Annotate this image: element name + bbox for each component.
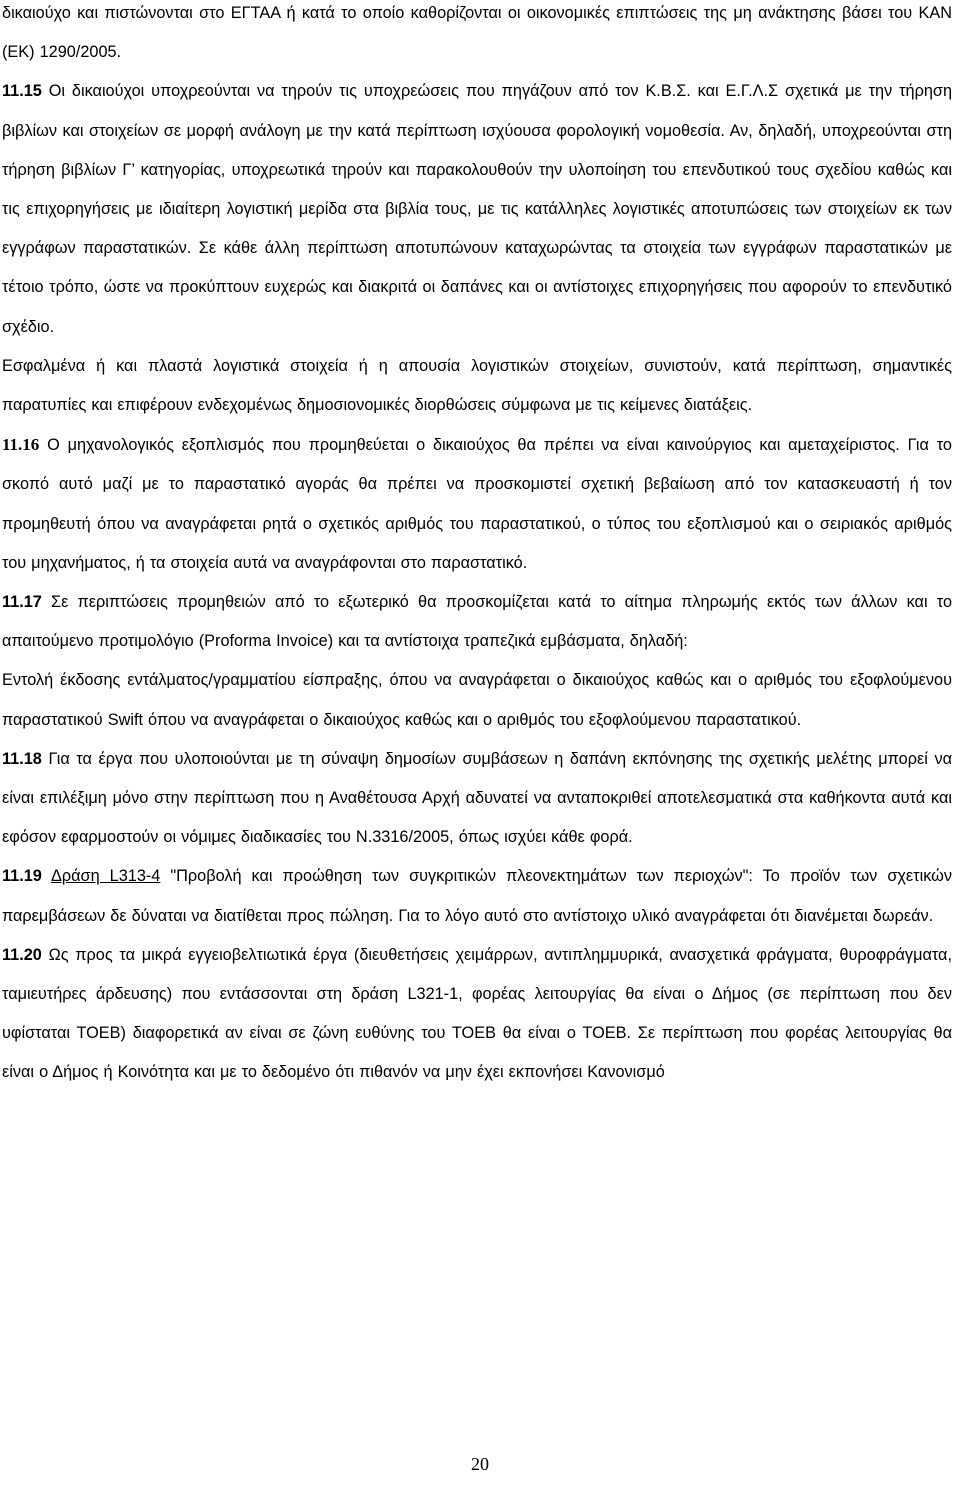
paragraph-payment-order [2, 661, 952, 739]
paragraph-number: 11.18 [2, 749, 42, 768]
paragraph-text: Εντολή έκδοσης εντάλματος/γραμματίου είσπραξης, όπου να αναγράφεται ο δικαιούχος καθώς και ο αριθμός του εξοφλούμενου παραστατικού Swift όπου να αναγράφεται ο δικαιούχος καθώς και ο αριθμός του εξοφλούμενου παραστατικού. [2, 671, 952, 729]
paragraph-11-17 [2, 583, 952, 661]
paragraph-11-16 [2, 425, 952, 583]
paragraph-number: 11.19 [2, 867, 42, 886]
paragraph-11-15 [2, 72, 952, 346]
paragraph-text: δικαιούχο και πιστώνονται στο ΕΓΤΑΑ ή κατά το οποίο καθορίζονται οι οικονομικές επιπτώσεις της μη ανάκτησης βάσει του ΚΑΝ (ΕΚ) 1290/2005. [2, 4, 952, 62]
paragraph-text: Ως προς τα μικρά εγγειοβελτιωτικά έργα (διευθετήσεις χειμάρρων, αντιπλημμυρικά, ανασχετικά φράγματα, θυροφράγματα, ταμιευτήρες άρδευσης) που εντάσσονται στη δράση L321-1, φορέας λειτουργίας θα είναι ο Δήμος (σε περίπτωση που δεν υφίσταται ΤΟΕΒ) διαφορετικά αν είναι σε ζώνη ευθύνης του ΤΟΕΒ θα είναι ο ΤΟΕΒ. Σε περίπτωση που φορέας λειτουργίας θα είναι ο Δήμος ή Κοινότητα και με το δεδομένο ότι πιθανόν να μην έχει εκπονήσει Κανονισμό [2, 945, 952, 1082]
paragraph-continuation [2, 0, 952, 72]
paragraph-text: Οι δικαιούχοι υποχρεούνται να τηρούν τις υποχρεώσεις που πηγάζουν από τον Κ.Β.Σ. και Ε.Γ.Λ.Σ σχετικά με την τήρηση βιβλίων και στοιχείων σε μορφή ανάλογη με την κατά περίπτωση ισχύουσα φορολογική νομοθεσία. Αν, δηλαδή, υποχρεούνται στη τήρηση βιβλίων Γ’ κατηγορίας, υποχρεωτικά τηρούν και παρακολουθούν την υλοποίηση του επενδυτικού τους σχεδίου καθώς και τις επιχορηγήσεις με ιδιαίτερη λογιστική μερίδα στα βιβλία τους, με τις κατάλληλες λογιστικές αποτυπώσεις των στοιχείων εκ των εγγράφων παραστατικών. Σε κάθε άλλη περίπτωση αποτυπώνουν καταχωρώντας τα στοιχεία των εγγράφων παραστατικών με τέτοιο τρόπο, ώστε να προκύπτουν ευχερώς και διακριτά οι δαπάνες και οι αντίστοιχες επιχορηγήσεις που αφορούν το επενδυτικό σχέδιο. [2, 82, 953, 336]
paragraph-number: 11.20 [2, 945, 42, 964]
paragraph-text: Σε περιπτώσεις προμηθειών από το εξωτερικό θα προσκομίζεται κατά το αίτημα πληρωμής εκτός των άλλων και το απαιτούμενο προτιμολόγιο (Proforma Invoice) και τα αντίστοιχα τραπεζικά εμβάσματα, δηλαδή: [2, 593, 953, 651]
paragraph-number: 11.16 [2, 435, 40, 455]
paragraph-text: Εσφαλμένα ή και πλαστά λογιστικά στοιχεία ή η απουσία λογιστικών στοιχείων, συνιστούν, κατά περίπτωση, σημαντικές παρατυπίες και επιφέρουν ενδεχομένως δημοσιονομικές διορθώσεις σύμφωνα με τις κείμενες διατάξεις. [2, 356, 952, 415]
action-reference: Δράση L313-4 [50, 867, 161, 886]
paragraph-11-19 [2, 857, 952, 935]
paragraph-number: 11.17 [2, 593, 42, 612]
page-number: 20 [471, 1454, 489, 1474]
paragraph-11-20 [2, 936, 952, 1093]
paragraph-number: 11.15 [2, 82, 42, 101]
paragraph-text: Για τα έργα που υλοποιούνται με τη σύναψη δημοσίων συμβάσεων η δαπάνη εκπόνησης της σχετικής μελέτης μπορεί να είναι επιλέξιμη μόνο στην περίπτωση που η Αναθέτουσα Αρχή αδυνατεί να ανταποκριθεί αποτελεσματικά στα καθήκοντα αυτά και εφόσον εφαρμοστούν οι νόμιμες διαδικασίες του Ν.3316/2005, όπως ισχύει κάθε φορά. [2, 749, 952, 847]
paragraph-text: "Προβολή και προώθηση των συγκριτικών πλεονεκτημάτων των περιοχών": Το προϊόν των σχετικών παρεμβάσεων δε δύναται να διατίθεται προς πώληση. Για το λόγο αυτό στο αντίστοιχο υλικό αναγράφεται ότι διανέμεται δωρεάν. [2, 867, 953, 925]
paragraph-false-records [2, 347, 952, 425]
paragraph-text: Ο μηχανολογικός εξοπλισμός που προμηθεύεται ο δικαιούχος θα πρέπει να είναι καινούργιος και αμεταχείριστος. Για το σκοπό αυτό μαζί με το παραστατικό αγοράς θα πρέπει να προσκομιστεί σχετική βεβαίωση από τον κατασκευαστή ή τον προμηθευτή όπου να αναγράφεται ρητά ο σχετικός αριθμός του παραστατικού, ο τύπος του εξοπλισμού και ο σειριακός αριθμός του μηχανήματος, ή τα στοιχεία αυτά να αναγράφονται στο παραστατικό. [2, 436, 952, 572]
paragraph-11-18 [2, 740, 952, 858]
